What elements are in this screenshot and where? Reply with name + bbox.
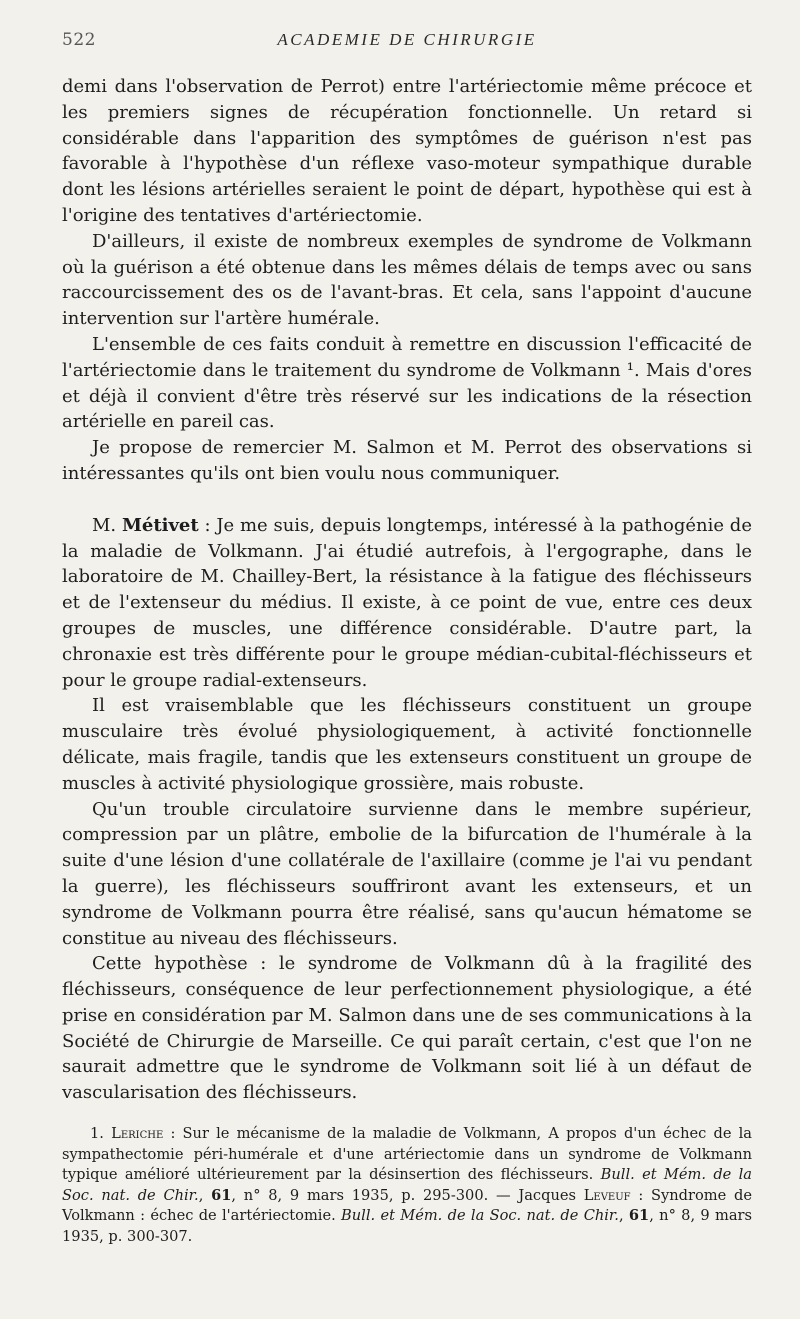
footnote-separator: ,	[618, 1207, 629, 1224]
footnote-reference: , n° 8, 9 mars 1935, p. 295-300. — Jacques	[231, 1186, 584, 1204]
footnote-volume: 61	[211, 1186, 232, 1204]
footnote-text: : Syndrome de Volkmann : échec de l'artériectomie.	[62, 1186, 752, 1224]
footnote	[62, 1124, 752, 1247]
footnote-reference: , n° 8, 9 mars 1935, p. 300-307.	[62, 1207, 753, 1245]
footnote-text: : Sur le mécanisme de la maladie de Volkmann, A propos d'un échec de la sympathectomie péri-humérale et d'une artériectomie dans un syndrome de Volkmann typique amélioré ultérieurement par la désinsertion des fléchisseurs.	[62, 1125, 753, 1183]
paragraph: demi dans l'observation de Perrot) entre l'artériectomie même précoce et les premiers signes de récupération fonctionnelle. Un retard si considérable dans l'apparition des symptômes de guérison n'est pas favorable à l'hypothèse d'un réflexe vaso-moteur sympathique durable dont les lésions artérielles seraient le point de départ, hypothèse qui est à l'origine des tentatives d'artériectomie.	[62, 76, 752, 226]
paragraph: Qu'un trouble circulatoire survienne dans le membre supérieur, compression par un plâtre, embolie de la bifurcation de l'humérale à la suite d'une lésion d'une collatérale de l'axillaire (comme je l'ai vu pendant la guerre), les fléchisseurs souffriront avant les extenseurs, et un syndrome de Volkmann pourra être réalisé, sans qu'aucun hématome se constitue au niveau des fléchisseurs.	[62, 798, 752, 949]
paragraph: L'ensemble de ces faits conduit à remettre en discussion l'efficacité de l'artériectomie dans le traitement du syndrome de Volkmann ¹. Mais d'ores et déjà il convient d'être très réservé sur les indications de la résection artérielle en pareil cas.	[62, 333, 752, 433]
paragraph: D'ailleurs, il existe de nombreux exemples de syndrome de Volkmann où la guérison a été obtenue dans les mêmes délais de temps avec ou sans raccourcissement des os de l'avant-bras. Et cela, sans l'appoint d'aucune intervention sur l'artère humérale.	[62, 230, 752, 330]
speaker-title: M.	[92, 514, 117, 536]
paragraph: Je propose de remercier M. Salmon et M. Perrot des observations si intéressantes qu'ils ont bien voulu nous communiquer.	[62, 437, 752, 484]
footnote-journal: Bull. et Mém. de la Soc. nat. de Chir.	[341, 1207, 619, 1224]
footnote-author: Leveuf	[583, 1186, 631, 1204]
page-header	[62, 30, 752, 56]
page-number: 522	[62, 30, 96, 50]
running-title: ACADEMIE DE CHIRURGIE	[277, 30, 537, 49]
body-text	[62, 74, 752, 1106]
footnote-journal: Bull. et Mém. de la Soc. nat. de Chir.	[62, 1166, 753, 1204]
speaker-paragraph	[62, 513, 752, 694]
paragraph: Il est vraisemblable que les fléchisseurs constituent un groupe musculaire très évolué physiologiquement, à activité fonctionnelle délicate, mais fragile, tandis que les extenseurs constituent un groupe de muscles à activité physiologique grossière, mais robuste.	[62, 695, 752, 794]
footnote-separator: ,	[198, 1186, 212, 1204]
speaker-text: : Je me suis, depuis longtemps, intéressé à la pathogénie de la maladie de Volkmann. J'ai étudié autrefois, à l'ergographe, dans le laboratoire de M. Chailley-Bert, la résistance à la fatigue des fléchisseurs et de l'extenseur du médius. Il existe, à ce point de vue, entre ces deux groupes de muscles, une différence considérable. D'autre part, la chronaxie est très différente pour le groupe médian-cubital-fléchisseurs et pour le groupe radial-extenseurs.	[62, 514, 752, 691]
footnote-number: 1.	[90, 1125, 104, 1142]
footnote-author: Leriche	[111, 1125, 164, 1142]
footnote-volume: 61	[628, 1207, 650, 1224]
paragraph: Cette hypothèse : le syndrome de Volkmann dû à la fragilité des fléchisseurs, conséquence de leur perfectionnement physiologique, a été prise en considération par M. Salmon dans une de ses communications à la Société de Chirurgie de Marseille. Ce qui paraît certain, c'est que l'on ne saurait admettre que le syndrome de Volkmann soit lié à un défaut de vascularisation des fléchisseurs.	[62, 953, 752, 1104]
speaker-name: Métivet	[121, 514, 199, 536]
